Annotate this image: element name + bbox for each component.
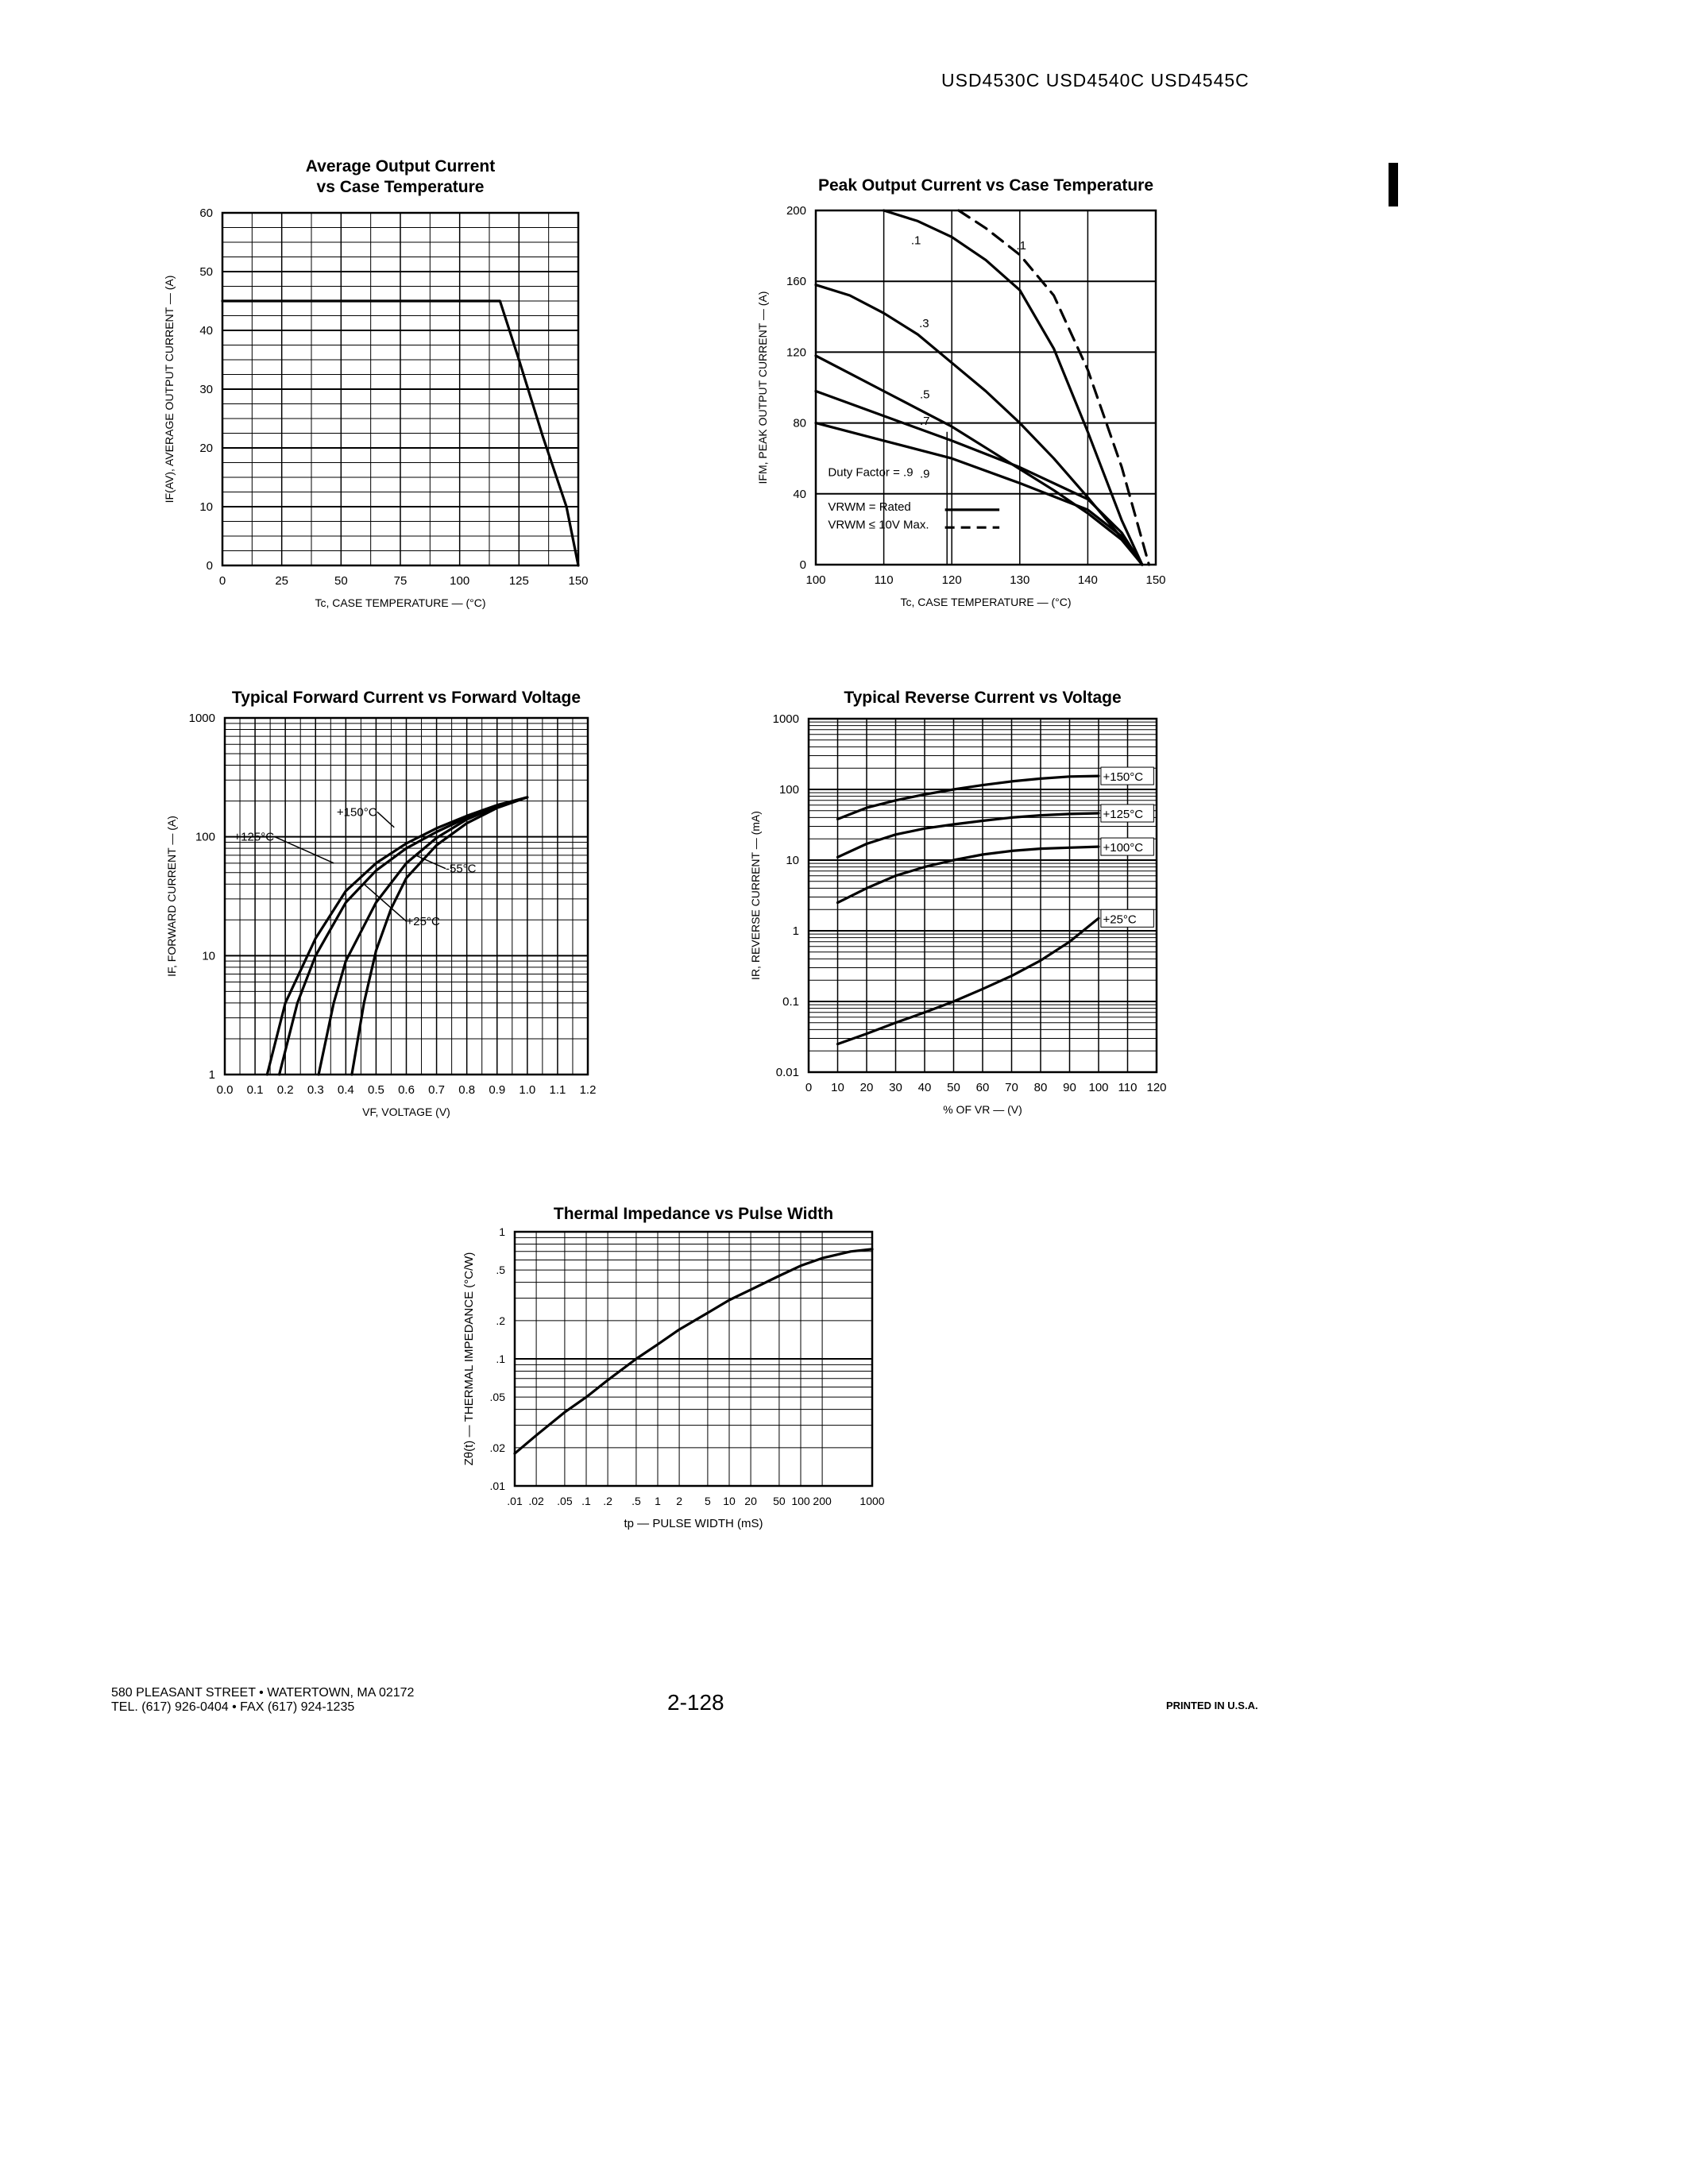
legend-entry: VRWM ≤ 10V Max. xyxy=(828,518,929,532)
footer-address-line1: 580 PLEASANT STREET • WATERTOWN, MA 02172 xyxy=(111,1686,415,1700)
x-tick-label: .02 xyxy=(528,1495,544,1507)
series-line-+150°C xyxy=(838,776,1099,819)
y-tick-label: 0.01 xyxy=(775,1066,799,1079)
part-number-header: USD4530C USD4540C USD4545C xyxy=(941,70,1250,91)
x-tick-label: 0 xyxy=(805,1081,813,1094)
series-line-+150°C xyxy=(267,797,527,1075)
y-tick-label: .02 xyxy=(489,1441,505,1454)
x-axis-label: VF, VOLTAGE (V) xyxy=(362,1106,450,1118)
series-label: +100°C xyxy=(1103,841,1144,855)
x-tick-label: 0.2 xyxy=(276,1083,294,1097)
y-tick-label: 10 xyxy=(786,854,799,867)
x-tick-label: 100 xyxy=(791,1495,810,1507)
x-tick-label: 120 xyxy=(1146,1081,1167,1094)
x-tick-label: 0.0 xyxy=(216,1083,234,1097)
y-tick-label: .2 xyxy=(496,1314,505,1327)
x-tick-label: .2 xyxy=(603,1495,612,1507)
y-tick-label: 40 xyxy=(199,324,213,338)
chart-title: Typical Forward Current vs Forward Voltage xyxy=(231,689,581,707)
series-label: +25°C xyxy=(1103,913,1137,927)
series-line--55°C xyxy=(352,797,527,1075)
y-axis-label: IFM, PEAK OUTPUT CURRENT — (A) xyxy=(756,291,769,484)
x-tick-label: 110 xyxy=(874,573,894,587)
x-axis-label: Tc, CASE TEMPERATURE — (°C) xyxy=(315,596,486,609)
x-tick-label: 40 xyxy=(917,1081,932,1094)
x-tick-label: 10 xyxy=(831,1081,844,1094)
grid-thermal xyxy=(515,1232,872,1486)
x-tick-label: 60 xyxy=(975,1081,990,1094)
chart-title: vs Case Temperature xyxy=(316,178,485,196)
x-tick-label: 200 xyxy=(813,1495,832,1507)
x-tick-label: 0.1 xyxy=(246,1083,264,1097)
x-tick-label: 25 xyxy=(275,574,289,588)
y-tick-label: 50 xyxy=(199,265,213,279)
y-tick-label: 1000 xyxy=(772,712,799,726)
series-line-+100°C xyxy=(838,847,1099,903)
y-tick-label: 1000 xyxy=(188,712,215,725)
y-tick-label: 1 xyxy=(792,924,799,938)
y-tick-label: 1 xyxy=(208,1068,215,1082)
y-tick-label: 0 xyxy=(206,559,213,573)
x-tick-label: 0.3 xyxy=(307,1083,324,1097)
grid-fwd xyxy=(225,718,588,1075)
x-tick-label: 90 xyxy=(1063,1081,1076,1094)
chart-fwd xyxy=(165,689,596,1118)
series-line-+25°C xyxy=(838,918,1099,1044)
x-tick-label: 20 xyxy=(744,1495,757,1507)
y-tick-label: 30 xyxy=(199,383,213,396)
x-tick-label: 130 xyxy=(1010,573,1030,587)
chart-title: Typical Reverse Current vs Voltage xyxy=(844,689,1122,707)
series-label: .9 xyxy=(919,467,930,481)
x-tick-label: 30 xyxy=(889,1081,902,1094)
x-tick-label: 1 xyxy=(655,1495,661,1507)
grid-avg xyxy=(222,213,578,565)
x-tick-label: 50 xyxy=(947,1081,960,1094)
x-tick-label: 0 xyxy=(218,574,226,588)
x-axis-label: % OF VR — (V) xyxy=(943,1103,1022,1116)
y-tick-label: 200 xyxy=(786,204,806,218)
y-axis-label: IR, REVERSE CURRENT — (mA) xyxy=(749,811,762,980)
footer-address xyxy=(111,1686,414,1715)
x-tick-label: 75 xyxy=(393,574,408,588)
chart-title: Thermal Impedance vs Pulse Width xyxy=(553,1205,834,1223)
x-tick-label: 0.9 xyxy=(489,1083,506,1097)
x-tick-label: 80 xyxy=(1033,1081,1048,1094)
x-tick-label: 1.1 xyxy=(549,1083,566,1097)
x-tick-label: 70 xyxy=(1005,1081,1018,1094)
x-tick-label: 100 xyxy=(805,573,826,587)
x-tick-label: 50 xyxy=(773,1495,786,1507)
x-tick-label: 110 xyxy=(1118,1081,1138,1094)
series-line-.1 xyxy=(959,210,1149,565)
x-tick-label: .5 xyxy=(632,1495,641,1507)
y-axis-label: IF, FORWARD CURRENT — (A) xyxy=(165,816,178,977)
x-axis-label: tp — PULSE WIDTH (mS) xyxy=(624,1517,763,1530)
x-tick-label: 20 xyxy=(859,1081,874,1094)
y-tick-label: 1 xyxy=(499,1225,505,1238)
series-label: .5 xyxy=(919,388,930,402)
x-tick-label: .01 xyxy=(507,1495,523,1507)
y-tick-label: 100 xyxy=(778,783,799,797)
x-tick-label: 140 xyxy=(1077,573,1098,587)
x-tick-label: 0.6 xyxy=(398,1083,415,1097)
series-line xyxy=(515,1249,872,1453)
series-label: +25°C xyxy=(406,915,440,929)
x-tick-label: 150 xyxy=(568,574,589,588)
x-tick-label: 125 xyxy=(508,574,529,588)
x-tick-label: 0.5 xyxy=(367,1083,384,1097)
y-tick-label: 160 xyxy=(786,275,806,289)
chart-thermal xyxy=(462,1205,885,1530)
x-tick-label: 50 xyxy=(334,574,348,588)
y-tick-label: 100 xyxy=(195,830,215,844)
series-label: .3 xyxy=(919,317,929,331)
y-tick-label: 80 xyxy=(793,416,806,430)
x-tick-label: 10 xyxy=(723,1495,736,1507)
y-tick-label: 60 xyxy=(199,206,213,220)
chart-avg xyxy=(163,157,589,609)
printed-in-usa: PRINTED IN U.S.A. xyxy=(1166,1700,1258,1711)
series-label: +150°C xyxy=(336,805,377,820)
legend-entry: VRWM = Rated xyxy=(828,500,911,514)
x-tick-label: 1000 xyxy=(859,1495,885,1507)
y-tick-label: 20 xyxy=(199,442,213,455)
series-label-leader xyxy=(377,812,394,828)
y-tick-label: 40 xyxy=(793,487,806,501)
series-group xyxy=(515,1249,872,1453)
footer-address-line2: TEL. (617) 926-0404 • FAX (617) 924-1235 xyxy=(111,1700,355,1714)
y-tick-label: 10 xyxy=(199,500,213,514)
y-tick-label: .5 xyxy=(496,1264,505,1277)
x-tick-label: .05 xyxy=(557,1495,573,1507)
chart-peak xyxy=(756,176,1166,608)
series-label: .1 xyxy=(1016,239,1027,253)
y-tick-label: 10 xyxy=(202,949,215,963)
x-tick-label: 100 xyxy=(1088,1081,1109,1094)
x-tick-label: 5 xyxy=(705,1495,711,1507)
series-group xyxy=(838,776,1099,1044)
chart-title: Average Output Current xyxy=(305,157,496,176)
y-tick-label: .1 xyxy=(496,1352,505,1365)
x-tick-label: 100 xyxy=(450,574,470,588)
series-label: +150°C xyxy=(1103,770,1144,785)
page-number: 2-128 xyxy=(667,1690,724,1715)
series-label: .1 xyxy=(910,233,921,248)
chart-rev xyxy=(749,689,1167,1116)
x-tick-label: 150 xyxy=(1145,573,1166,587)
x-tick-label: 2 xyxy=(676,1495,682,1507)
y-tick-label: 0 xyxy=(799,558,806,572)
series-label-leader xyxy=(274,836,334,862)
y-axis-label: Zθ(t) — THERMAL IMPEDANCE (°C/W) xyxy=(462,1252,476,1466)
x-axis-label: Tc, CASE TEMPERATURE — (°C) xyxy=(900,596,1072,608)
y-axis-label: IF(AV), AVERAGE OUTPUT CURRENT — (A) xyxy=(163,275,176,504)
x-tick-label: 1.2 xyxy=(579,1083,597,1097)
y-tick-label: 120 xyxy=(786,345,806,360)
chart-title: Peak Output Current vs Case Temperature xyxy=(817,176,1154,195)
x-tick-label: 0.4 xyxy=(337,1083,354,1097)
series-line-+125°C xyxy=(838,813,1099,857)
series-label: .7 xyxy=(919,414,930,428)
legend-title: Duty Factor = .9 xyxy=(828,465,914,480)
x-tick-label: .1 xyxy=(581,1495,591,1507)
y-tick-label: 0.1 xyxy=(782,995,799,1009)
x-tick-label: 120 xyxy=(941,573,962,587)
series-label: +125°C xyxy=(234,830,275,844)
series-label: -55°C xyxy=(446,862,477,876)
x-tick-label: 0.8 xyxy=(458,1083,476,1097)
x-tick-label: 1.0 xyxy=(519,1083,536,1097)
series-label: +125°C xyxy=(1103,808,1144,822)
x-tick-label: 0.7 xyxy=(428,1083,446,1097)
y-tick-label: .01 xyxy=(489,1480,505,1492)
y-tick-label: .05 xyxy=(489,1391,505,1404)
series-group xyxy=(267,797,527,1075)
